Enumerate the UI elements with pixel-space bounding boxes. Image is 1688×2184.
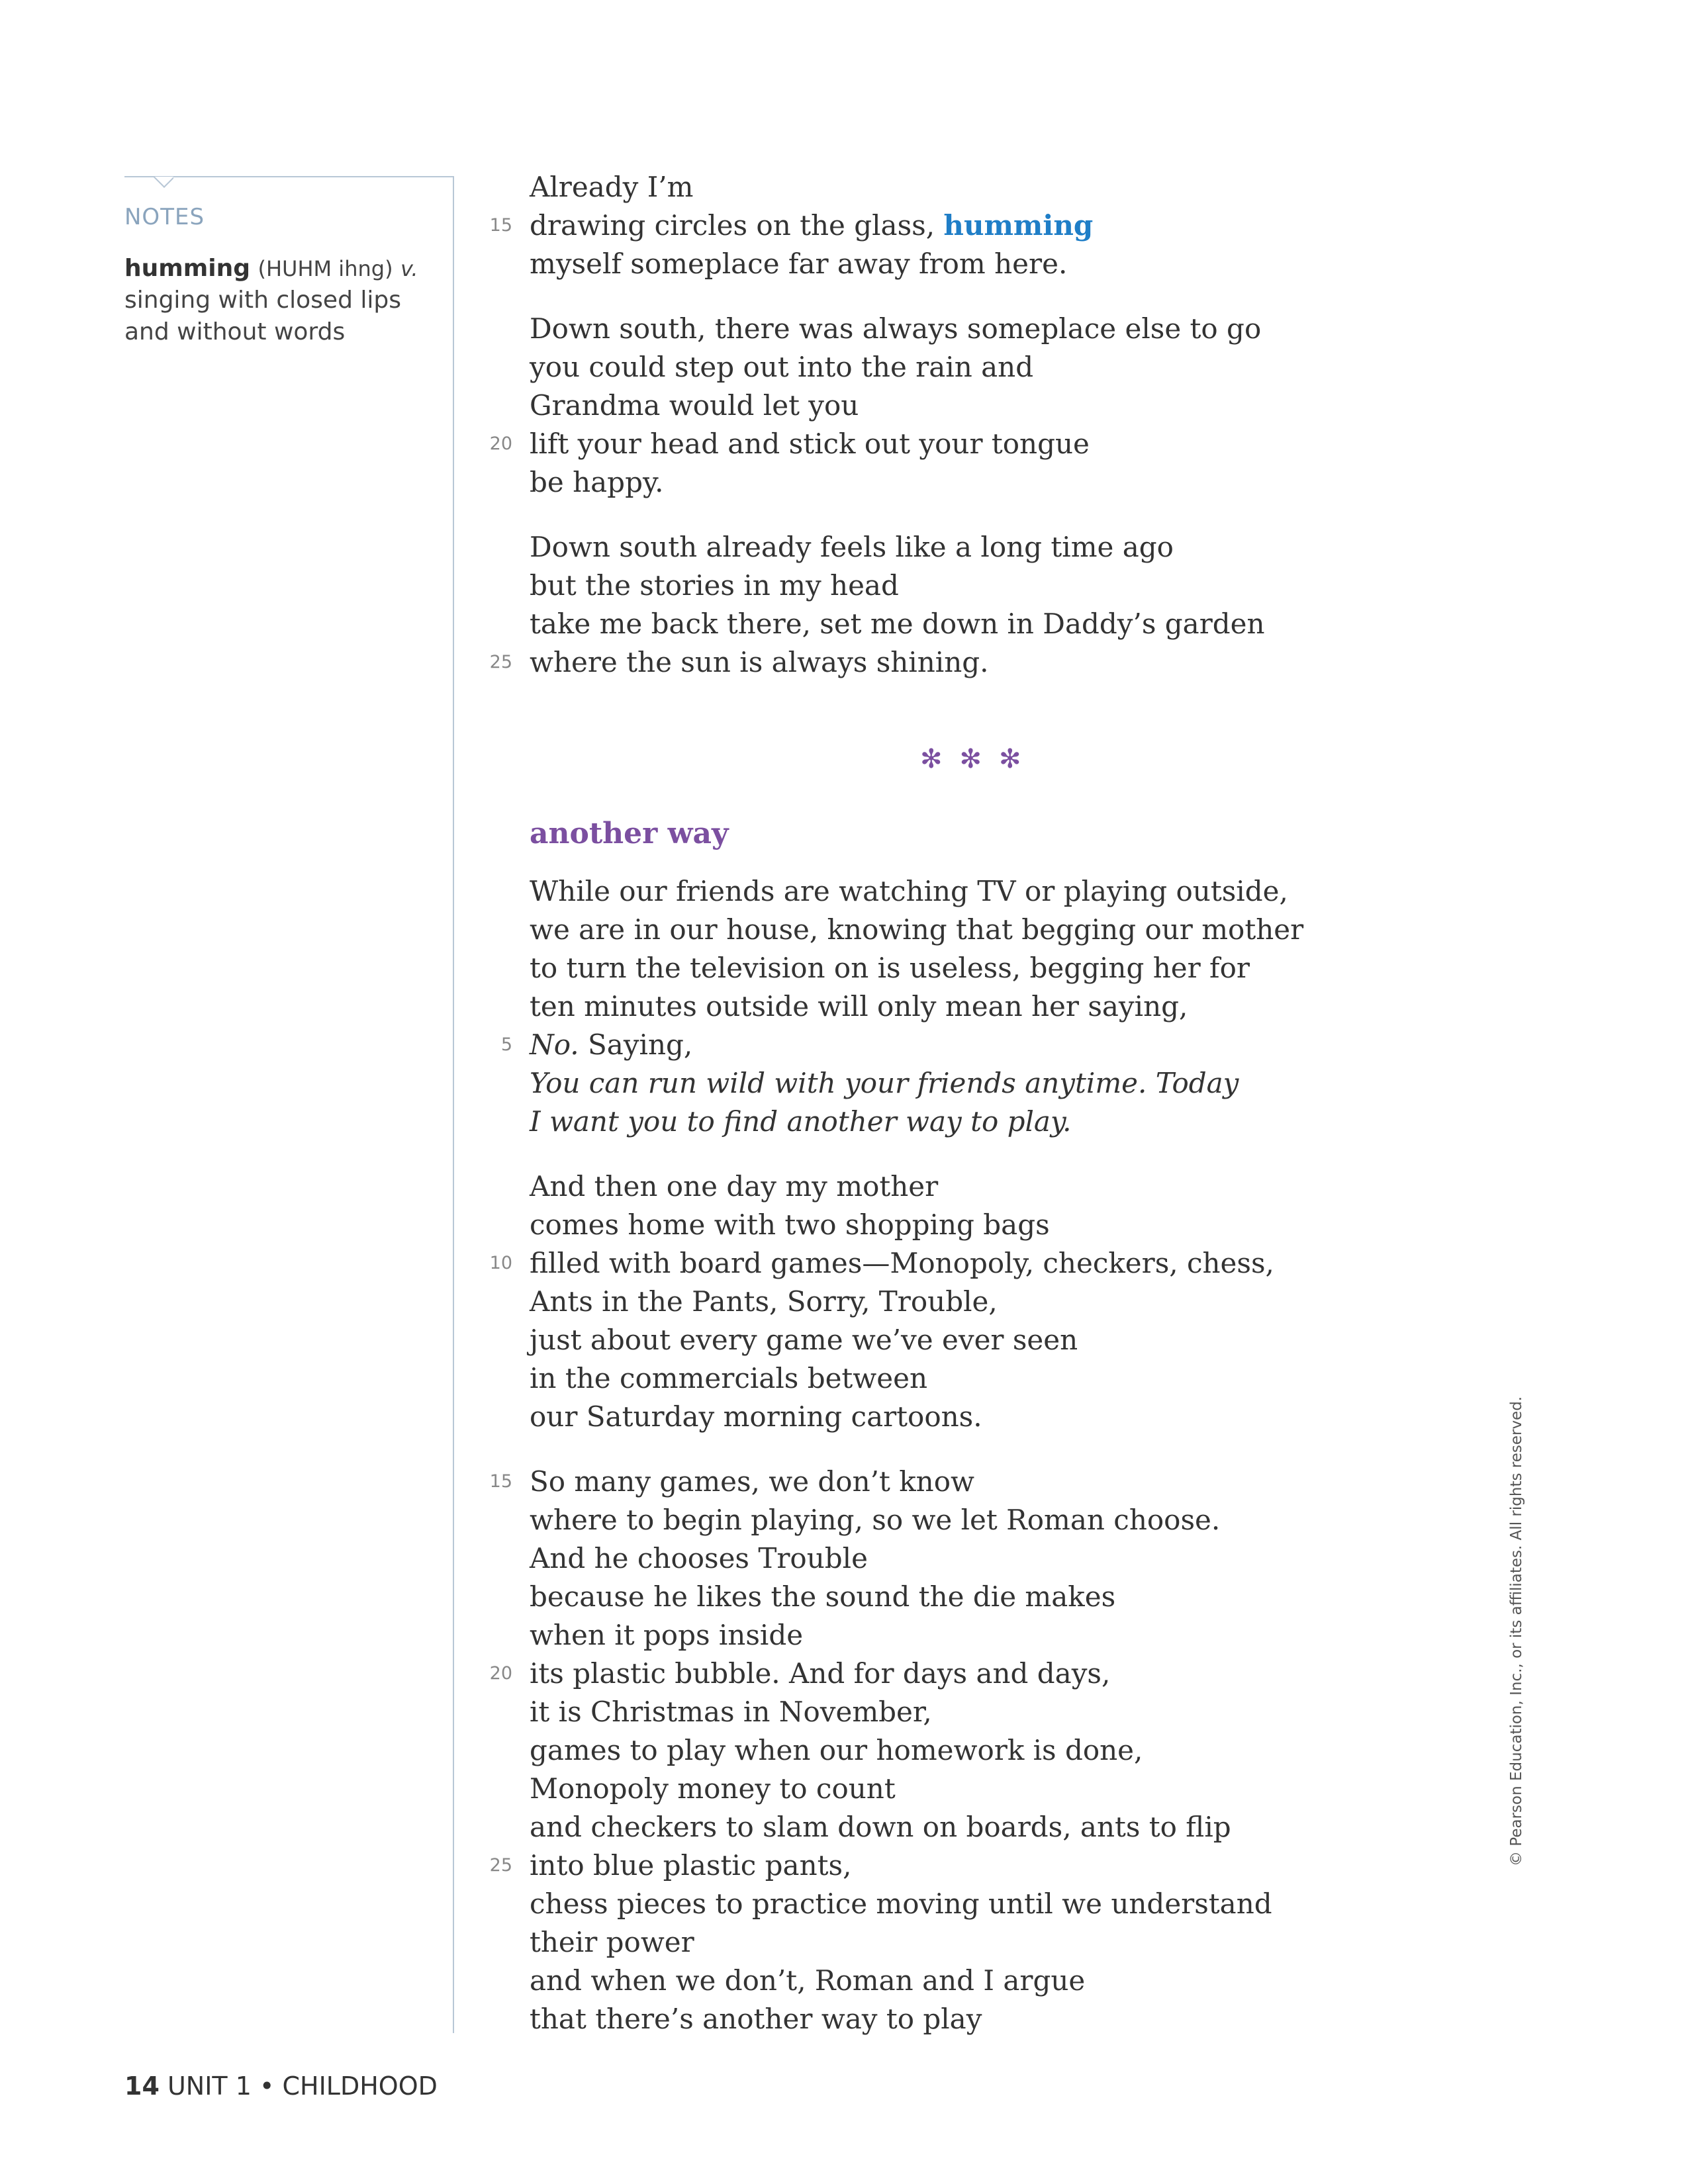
poem-line: where to begin playing, so we let Roman choose. [530,1504,1221,1536]
poem-line [500,1026,1390,1064]
poem-line [489,206,1390,245]
notes-divider [453,176,454,2033]
poem-line-text: So many games, we don’t know [530,1465,974,1498]
line-number: 20 [489,433,512,454]
poem-line [489,1846,1390,1885]
notes-notch-icon [154,177,173,197]
poem-line [489,1463,1390,1501]
poem-title: another way [530,817,729,850]
poem-line [489,643,1390,682]
vocabulary-gloss [124,253,436,348]
poem-line: Down south, there was always someplace else to go [530,312,1262,345]
poem-line: that there’s another way to play [530,2003,982,2035]
copyright-credit: © Pearson Education, Inc., or its affiliates. All rights reserved. [1508,1396,1525,1866]
line-number: 25 [489,652,512,672]
gloss-pronunciation: (HUHM ihng) [258,256,393,281]
poem-line [489,1244,1390,1283]
poem-line-text: lift your head and stick out your tongue [530,428,1090,460]
poem-line-text: filled with board games—Monopoly, checkers, chess, [530,1247,1274,1279]
poem-line: Already I’m [530,171,694,203]
poem-line-text: into blue plastic pants, [530,1849,852,1882]
poem-line: I want you to find another way to play. [530,1105,1072,1138]
poem-line: but the stories in my head [530,569,899,602]
poem-line: and when we don’t, Roman and I argue [530,1964,1086,1997]
poem-line: And he chooses Trouble [530,1542,868,1574]
line-number: 15 [489,215,512,236]
poem-line: you could step out into the rain and [530,351,1034,383]
poem-line: we are in our house, knowing that begging our mother [530,913,1304,946]
poem-line: While our friends are watching TV or playing outside, [530,875,1288,907]
poem-line-italic: No. [530,1028,579,1061]
poem-line: because he likes the sound the die makes [530,1580,1116,1613]
poem-line: it is Christmas in November, [530,1696,932,1728]
line-number: 25 [489,1855,512,1876]
poem-line: their power [530,1926,694,1958]
poem-line: ten minutes outside will only mean her saying, [530,990,1188,1023]
poem-line: and checkers to slam down on boards, ants to flip [530,1811,1231,1843]
poem-line: Monopoly money to count [530,1772,896,1805]
section-separator-icon: ✻✻✻ [920,744,1039,774]
poem-line: myself someplace far away from here. [530,248,1068,280]
poem-line [489,425,1390,463]
unit-label: UNIT 1 • CHILDHOOD [167,2071,438,2101]
notes-label: NOTES [124,204,205,230]
gloss-definition: singing with closed lips and without words [124,287,401,345]
poem-line: And then one day my mother [530,1170,939,1203]
poem-line: our Saturday morning cartoons. [530,1400,982,1433]
poem-line: to turn the television on is useless, begging her for [530,952,1250,984]
poem-line: Grandma would let you [530,389,859,422]
poem-line: comes home with two shopping bags [530,1208,1050,1241]
poem-line: when it pops inside [530,1619,804,1651]
poem-line-text: where the sun is always shining. [530,646,989,678]
gloss-part-of-speech: v. [400,256,418,281]
poem-line: Down south already feels like a long time ago [530,531,1174,563]
page-footer [124,2071,438,2101]
line-number: 15 [489,1471,512,1492]
poem-one [489,168,1390,682]
notes-top-rule [124,176,454,177]
glossed-word-humming[interactable]: humming [943,209,1094,242]
page-number: 14 [124,2071,160,2101]
poem-line: just about every game we’ve ever seen [530,1324,1078,1356]
line-number: 10 [489,1253,512,1273]
line-number: 5 [500,1034,512,1055]
poem-line-text: Saying, [579,1028,693,1061]
poem-line: Ants in the Pants, Sorry, Trouble, [530,1285,998,1318]
poem-line: take me back there, set me down in Daddy’s garden [530,608,1265,640]
poem-line: You can run wild with your friends anytime. Today [530,1067,1239,1099]
gloss-term: humming [124,255,251,282]
poem-line-text: its plastic bubble. And for days and days, [530,1657,1111,1690]
poem-line: in the commercials between [530,1362,928,1394]
line-number: 20 [489,1663,512,1684]
poem-line: chess pieces to practice moving until we understand [530,1888,1272,1920]
poem-two [489,872,1390,2038]
poem-line-text: drawing circles on the glass, [530,209,944,242]
poem-line: be happy. [530,466,664,498]
poem-line: games to play when our homework is done, [530,1734,1143,1766]
poem-line [489,1655,1390,1693]
